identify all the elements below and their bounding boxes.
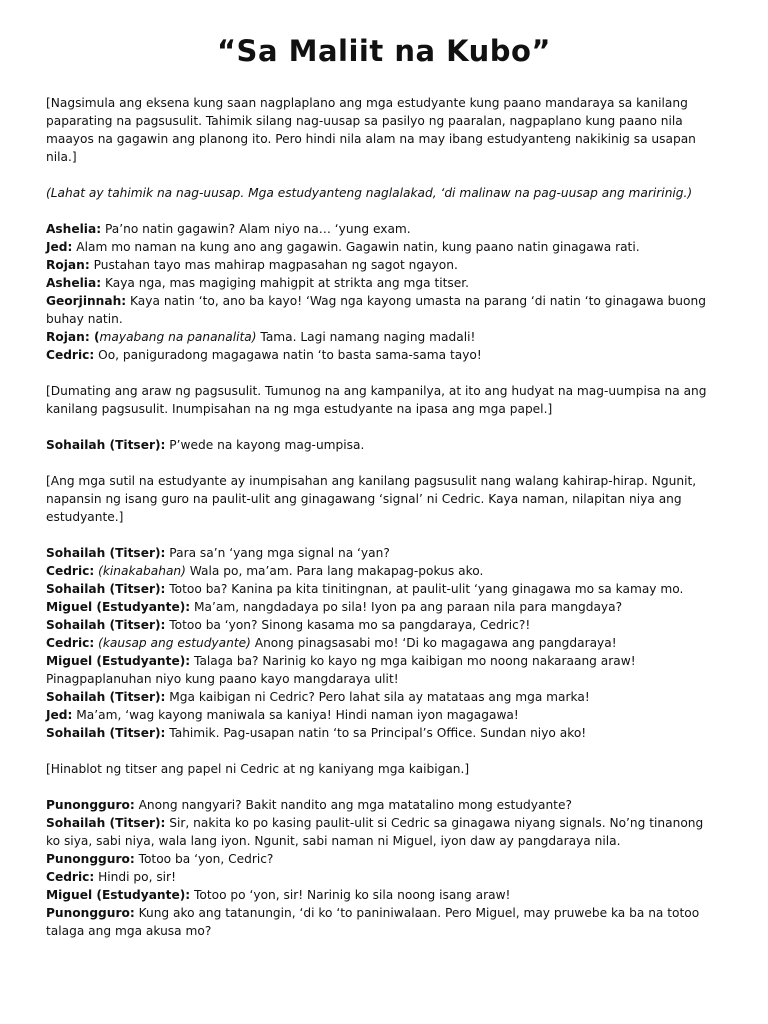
dialogue-line xyxy=(46,706,718,724)
parenthetical-direction: (kausap ang estudyante) xyxy=(94,636,251,650)
paragraph-gap xyxy=(46,778,718,796)
dialogue-text: Mga kaibigan ni Cedric? Pero lahat sila ay matataas ang mga marka! xyxy=(165,690,590,704)
page-title: “Sa Maliit na Kubo” xyxy=(217,34,551,68)
dialogue-text: Totoo po ‘yon, sir! Narinig ko sila noong isang araw! xyxy=(190,888,511,902)
speaker-name: Cedric: xyxy=(46,564,95,578)
dialogue-text: Totoo ba ‘yon, Cedric? xyxy=(134,852,274,866)
dialogue-text: Hindi po, sir! xyxy=(94,870,176,884)
dialogue-line xyxy=(46,886,718,904)
italic-stage-note: (Lahat ay tahimik na nag-uusap. Mga estudyanteng naglalakad, ‘di malinaw na pag-uusap ang maririnig.) xyxy=(46,186,693,200)
paragraph-gap xyxy=(46,364,718,382)
dialogue-text: Oo, paniguradong magagawa natin ‘to basta sama-sama tayo! xyxy=(94,348,482,362)
stage-direction-paragraph: [Nagsimula ang eksena kung saan nagplaplano ang mga estudyante kung paano mandaraya sa kanilang paparating na pagsusulit. Tahimik silang nag-uusap sa pasilyo ng paaralan, nagpaplano kung paano nila maayos na gagawin ang planong ito. Pero hindi nila alam na may ibang estudyanteng nakikinig sa usapan nila.] xyxy=(46,96,696,164)
dialogue-text: Tahimik. Pag-usapan natin ‘to sa Principal’s Office. Sundan niyo ako! xyxy=(165,726,587,740)
dialogue-line xyxy=(46,724,718,742)
dialogue-text: Ma’am, ‘wag kayong maniwala sa kaniya! Hindi naman iyon magagawa! xyxy=(72,708,519,722)
dialogue-line xyxy=(46,814,718,850)
dialogue-line xyxy=(46,904,718,940)
dialogue-line xyxy=(46,652,718,688)
paragraph-gap xyxy=(46,418,718,436)
speaker-name: Sohailah (Titser): xyxy=(46,690,166,704)
dialogue-line xyxy=(46,562,718,580)
parenthetical-direction: (kinakabahan) xyxy=(94,564,186,578)
dialogue-line xyxy=(46,850,718,868)
dialogue-line xyxy=(46,346,718,364)
dialogue-line xyxy=(46,436,718,454)
speaker-name: Jed: xyxy=(46,708,73,722)
dialogue-text: Alam mo naman na kung ano ang gagawin. Gagawin natin, kung paano natin ginagawa rati. xyxy=(72,240,640,254)
speaker-name: Sohailah (Titser): xyxy=(46,582,166,596)
stage-direction-paragraph: [Dumating ang araw ng pagsusulit. Tumunog na ang kampanilya, at ito ang hudyat na mag-uumpisa na ang kanilang pagsusulit. Inumpisahan na ng mga estudyante na ipasa ang mga papel.] xyxy=(46,384,707,416)
speaker-name: Punongguro: xyxy=(46,852,135,866)
speaker-name: Ashelia: xyxy=(46,222,102,236)
paragraph-gap xyxy=(46,202,718,220)
dialogue-text: Anong pinagsasabi mo! ‘Di ko magagawa ang pangdaraya! xyxy=(250,636,617,650)
paragraph-gap xyxy=(46,166,718,184)
dialogue-line xyxy=(46,274,718,292)
paragraph-gap xyxy=(46,742,718,760)
dialogue-line xyxy=(46,616,718,634)
dialogue-text: Talaga ba? Narinig ko kayo ng mga kaibigan mo noong nakaraang araw! Pinagpaplanuhan niyo kung paano kayo mangdaraya ulit! xyxy=(46,654,636,686)
dialogue-line xyxy=(46,256,718,274)
dialogue-text: Para sa’n ‘yang mga signal na ‘yan? xyxy=(165,546,390,560)
dialogue-text: P’wede na kayong mag-umpisa. xyxy=(165,438,365,452)
speaker-name: Cedric: xyxy=(46,870,95,884)
speaker-name: Miguel (Estudyante): xyxy=(46,888,191,902)
speaker-name: Georjinnah: xyxy=(46,294,127,308)
dialogue-text: Anong nangyari? Bakit nandito ang mga matatalino mong estudyante? xyxy=(134,798,572,812)
dialogue-text: Kaya natin ‘to, ano ba kayo! ‘Wag nga kayong umasta na parang ‘di natin ‘to ginagawa buong buhay natin. xyxy=(46,294,706,326)
dialogue-text: Kaya nga, mas magiging mahigpit at strikta ang mga titser. xyxy=(101,276,470,290)
dialogue-line xyxy=(46,580,718,598)
script-body xyxy=(46,94,718,940)
speaker-name: Rojan: ( xyxy=(46,330,100,344)
dialogue-text: Sir, nakita ko po kasing paulit-ulit si Cedric sa ginagawa niyang signals. No’ng tinanong ko siya, sabi niya, wala lang iyon. Ngunit, sabi naman ni Miguel, iyon daw ay pangdaraya nila. xyxy=(46,816,704,848)
dialogue-line xyxy=(46,598,718,616)
speaker-name: Sohailah (Titser): xyxy=(46,618,166,632)
dialogue-text: Totoo ba? Kanina pa kita tinitingnan, at paulit-ulit ‘yang ginagawa mo sa kamay mo. xyxy=(165,582,684,596)
dialogue-text: Totoo ba ‘yon? Sinong kasama mo sa pangdaraya, Cedric?! xyxy=(165,618,531,632)
speaker-name: Sohailah (Titser): xyxy=(46,816,166,830)
dialogue-line xyxy=(46,634,718,652)
dialogue-line xyxy=(46,220,718,238)
speaker-name: Sohailah (Titser): xyxy=(46,438,166,452)
dialogue-text: Wala po, ma’am. Para lang makapag-pokus ako. xyxy=(185,564,484,578)
dialogue-text: Ma’am, nangdadaya po sila! Iyon pa ang paraan nila para mangdaya? xyxy=(190,600,623,614)
dialogue-text: Kung ako ang tatanungin, ‘di ko ‘to paniniwalaan. Pero Miguel, may pruwebe ka ba na totoo talaga ang mga akusa mo? xyxy=(46,906,700,938)
speaker-name: Miguel (Estudyante): xyxy=(46,654,191,668)
speaker-name: Ashelia: xyxy=(46,276,102,290)
dialogue-line xyxy=(46,238,718,256)
speaker-name: Rojan: xyxy=(46,258,90,272)
dialogue-text: Pa’no natin gagawin? Alam niyo na… ‘yung exam. xyxy=(101,222,411,236)
paragraph-gap xyxy=(46,454,718,472)
dialogue-line xyxy=(46,796,718,814)
dialogue-text: Pustahan tayo mas mahirap magpasahan ng sagot ngayon. xyxy=(89,258,458,272)
speaker-name: Punongguro: xyxy=(46,906,135,920)
dialogue-line xyxy=(46,292,718,328)
stage-direction-paragraph: [Ang mga sutil na estudyante ay inumpisahan ang kanilang pagsusulit nang walang kahirap-hirap. Ngunit, napansin ng isang guro na paulit-ulit ang ginagawang ‘signal’ ni Cedric. Kaya naman, nilapitan niya ang estudyante.] xyxy=(46,474,697,524)
paragraph-gap xyxy=(46,526,718,544)
speaker-name: Sohailah (Titser): xyxy=(46,726,166,740)
speaker-name: Miguel (Estudyante): xyxy=(46,600,191,614)
dialogue-text: Tama. Lagi namang naging madali! xyxy=(256,330,476,344)
speaker-name: Cedric: xyxy=(46,636,95,650)
dialogue-line xyxy=(46,868,718,886)
dialogue-line xyxy=(46,544,718,562)
speaker-name: Jed: xyxy=(46,240,73,254)
speaker-name: Punongguro: xyxy=(46,798,135,812)
dialogue-line xyxy=(46,688,718,706)
speaker-name: Sohailah (Titser): xyxy=(46,546,166,560)
speaker-name: Cedric: xyxy=(46,348,95,362)
stage-direction-paragraph: [Hinablot ng titser ang papel ni Cedric at ng kaniyang mga kaibigan.] xyxy=(46,762,470,776)
parenthetical-direction: mayabang na pananalita) xyxy=(99,330,257,344)
dialogue-line xyxy=(46,328,718,346)
